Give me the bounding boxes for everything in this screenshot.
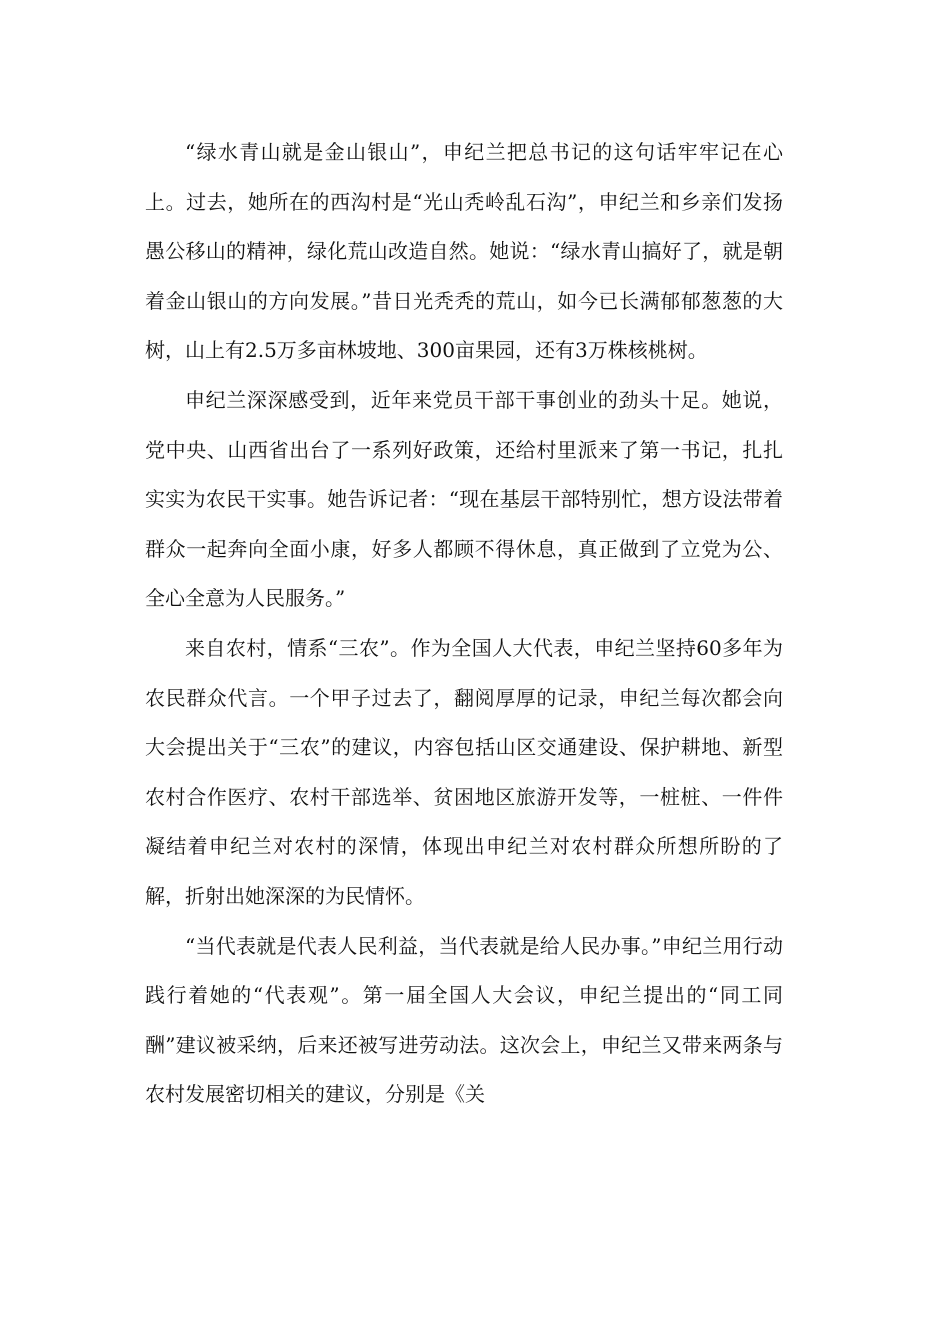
document-body: [145, 128, 783, 1120]
paragraph-4: “当代表就是代表人民利益，当代表就是给人民办事。”申纪兰用行动践行着她的“代表观”。第一届全国人大会议，申纪兰提出的“同工同酬”建议被采纳，后来还被写进劳动法。这次会上，申纪兰又带来两条与农村发展密切相关的建议，分别是《关: [145, 933, 783, 1107]
paragraph-2: 申纪兰深深感受到，近年来党员干部干事创业的劲头十足。她说，党中央、山西省出台了一系列好政策，还给村里派来了第一书记，扎扎实实为农民干实事。她告诉记者：“现在基层干部特别忙，想方设法带着群众一起奔向全面小康，好多人都顾不得休息，真正做到了立党为公、全心全意为人民服务。”: [145, 387, 783, 611]
paragraph-1: “绿水青山就是金山银山”，申纪兰把总书记的这句话牢牢记在心上。过去，她所在的西沟村是“光山秃岭乱石沟”，申纪兰和乡亲们发扬愚公移山的精神，绿化荒山改造自然。她说：“绿水青山搞好了，就是朝着金山银山的方向发展。”昔日光秃秃的荒山，如今已长满郁郁葱葱的大树，山上有2.5万多亩林坡地、300亩果园，还有3万株核桃树。: [145, 140, 783, 363]
paragraph-3: 来自农村，情系“三农”。作为全国人大代表，申纪兰坚持60多年为农民群众代言。一个甲子过去了，翻阅厚厚的记录，申纪兰每次都会向大会提出关于“三农”的建议，内容包括山区交通建设、保护耕地、新型农村合作医疗、农村干部选举、贫困地区旅游开发等，一桩桩、一件件凝结着申纪兰对农村的深情，体现出申纪兰对农村群众所想所盼的了解，折射出她深深的为民情怀。: [145, 635, 783, 908]
